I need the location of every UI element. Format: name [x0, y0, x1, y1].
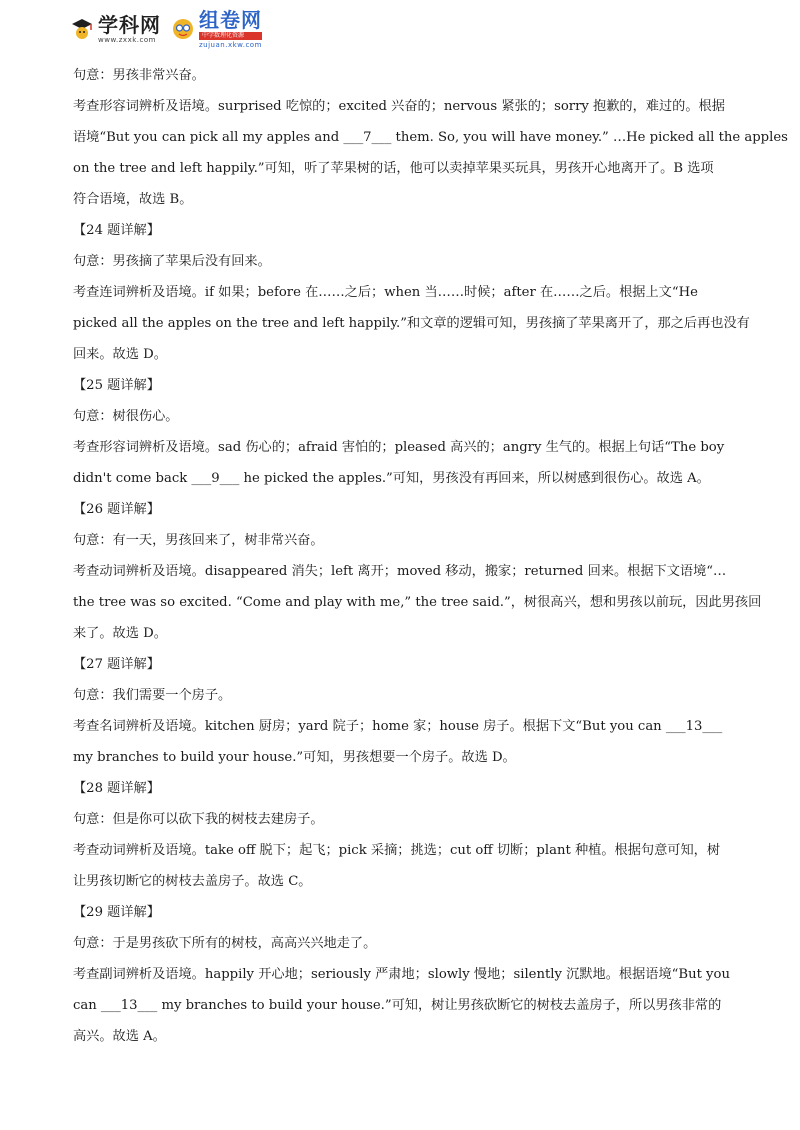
section-heading-29: 【29 题详解】 [73, 905, 160, 920]
text-line: picked all the apples on the tree and left happily.”和文章的逻辑可知，男孩摘了苹果离开了，那之后再也没有 [73, 316, 750, 331]
text-line: 高兴。故选 A。 [73, 1029, 166, 1044]
text-line: 句意：树很伤心。 [73, 409, 179, 424]
text-line: 考查形容词辨析及语境。surprised 吃惊的；excited 兴奋的；nervous 紧张的；sorry 抱歉的，难过的。根据 [73, 99, 725, 114]
text-line: 让男孩切断它的树枝去盖房子。故选 C。 [73, 874, 312, 889]
text-line: 考查形容词辨析及语境。sad 伤心的；afraid 害怕的；pleased 高兴的；angry 生气的。根据上句话“The boy [73, 440, 725, 455]
zujuan-logo-url: zujuan.xkw.com [199, 40, 262, 49]
text-line: 符合语境，故选 B。 [73, 192, 193, 207]
mascot-icon [171, 16, 195, 42]
section-heading-25: 【25 题详解】 [73, 378, 160, 393]
text-line: 句意：于是男孩砍下所有的树枝，高高兴兴地走了。 [73, 936, 377, 951]
page-header [70, 7, 262, 49]
zxxk-logo-name: 学科网 [98, 12, 161, 37]
zujuan-logo-name: 组卷网 [199, 7, 262, 32]
section-heading-28: 【28 题详解】 [73, 781, 160, 796]
section-heading-24: 【24 题详解】 [73, 223, 160, 238]
document-body [73, 60, 788, 1052]
text-line: 考查动词辨析及语境。take off 脱下；起飞；pick 采摘；挑选；cut off 切断；plant 种植。根据句意可知，树 [73, 843, 721, 858]
text-line: 考查名词辨析及语境。kitchen 厨房；yard 院子；home 家；house 房子。根据下文“But you can ___13___ [73, 719, 723, 734]
graduate-cap-icon [70, 16, 94, 42]
text-line: 考查连词辨析及语境。if 如果；before 在……之后；when 当……时候；after 在……之后。根据上文“He [73, 285, 698, 300]
text-line: the tree was so excited. “Come and play with me,” the tree said.”，树很高兴，想和男孩以前玩，因此男孩回 [73, 595, 762, 610]
text-line: 句意：男孩摘了苹果后没有回来。 [73, 254, 271, 269]
zujuan-logo-badge: 中学数理化资源 [199, 32, 262, 40]
text-line: didn't come back ___9___ he picked the apples.”可知，男孩没有再回来，所以树感到很伤心。故选 A。 [73, 471, 710, 486]
text-line: 考查动词辨析及语境。disappeared 消失；left 离开；moved 移动，搬家；returned 回来。根据下文语境“… [73, 564, 727, 579]
text-line: 句意：有一天，男孩回来了，树非常兴奋。 [73, 533, 324, 548]
zujuan-logo [171, 7, 262, 49]
text-line: 语境“But you can pick all my apples and ___7___ them. So, you will have money.” …He picked all the apples [73, 130, 788, 145]
text-line: can ___13___ my branches to build your house.”可知，树让男孩砍断它的树枝去盖房子，所以男孩非常的 [73, 998, 722, 1013]
zxxk-logo [70, 12, 161, 44]
text-line: 句意：男孩非常兴奋。 [73, 68, 205, 83]
text-line: on the tree and left happily.”可知，听了苹果树的话，他可以卖掉苹果买玩具，男孩开心地离开了。B 选项 [73, 161, 714, 176]
zxxk-logo-url: www.zxxk.com [98, 35, 156, 44]
text-line: 回来。故选 D。 [73, 347, 167, 362]
text-line: 句意：但是你可以砍下我的树枝去建房子。 [73, 812, 324, 827]
text-line: my branches to build your house.”可知，男孩想要一个房子。故选 D。 [73, 750, 516, 765]
text-line: 来了。故选 D。 [73, 626, 167, 641]
section-heading-26: 【26 题详解】 [73, 502, 160, 517]
text-line: 句意：我们需要一个房子。 [73, 688, 232, 703]
section-heading-27: 【27 题详解】 [73, 657, 160, 672]
text-line: 考查副词辨析及语境。happily 开心地；seriously 严肃地；slowly 慢地；silently 沉默地。根据语境“But you [73, 967, 730, 982]
